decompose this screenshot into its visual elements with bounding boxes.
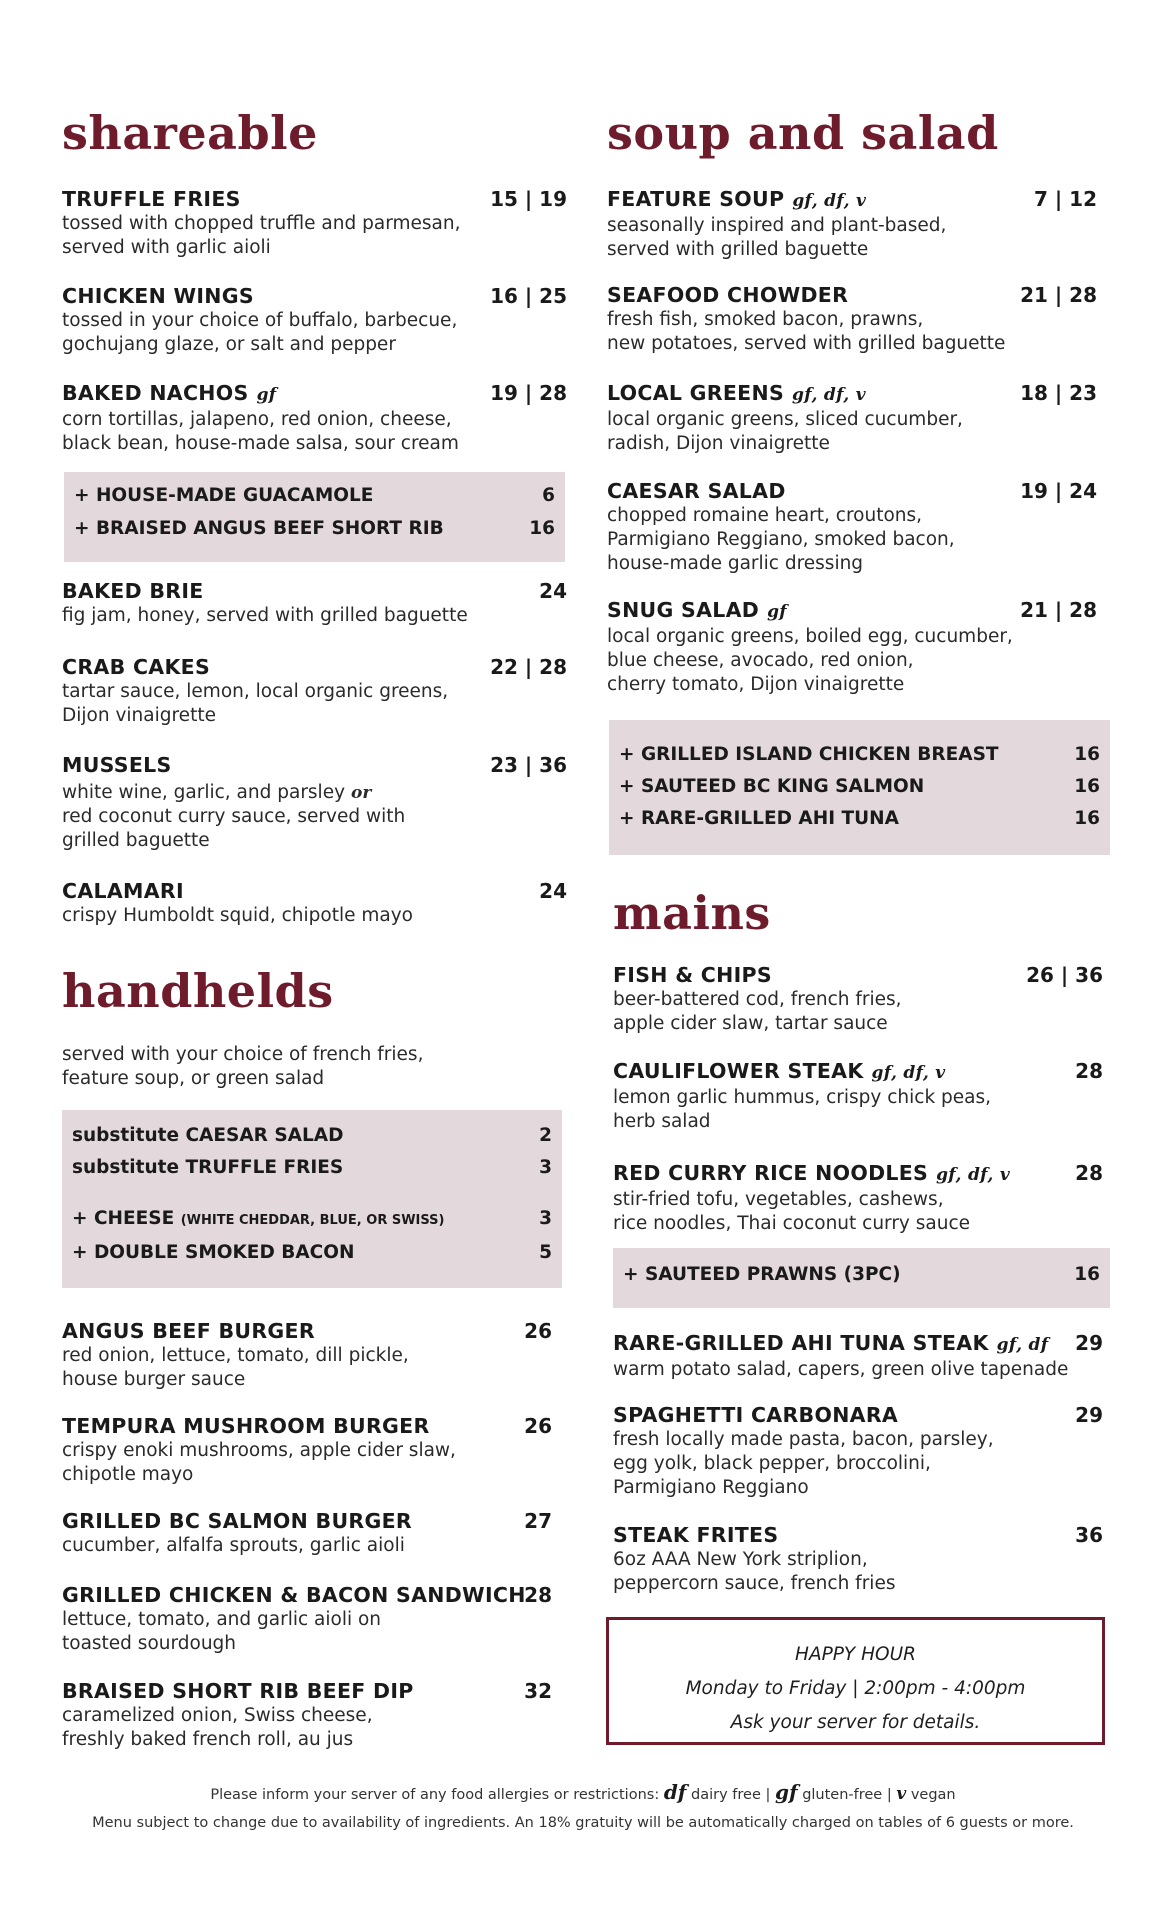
addon-label: + GRILLED ISLAND CHICKEN BREAST [619,744,999,765]
item-name: BAKED BRIE [62,579,204,603]
section-heading-shareable: shareable [62,106,318,160]
item-name: TRUFFLE FRIES [62,187,241,211]
item-desc: freshly baked french roll, au jus [62,1729,354,1750]
item-desc: gochujang glaze, or salt and pepper [62,334,396,355]
addon-label: + SAUTEED PRAWNS (3PC) [623,1264,901,1285]
addon-label: + HOUSE-MADE GUACAMOLE [74,485,374,506]
item-desc: house burger sauce [62,1369,246,1390]
item-desc: 6oz AAA New York striplion, [613,1549,868,1570]
item-price: 16 | 25 [490,284,567,308]
item-name: RED CURRY RICE NOODLES [613,1161,929,1185]
addon-label: + SAUTEED BC KING SALMON [619,776,925,797]
dietary-tags: gf, df, v [792,191,867,211]
item-desc: radish, Dijon vinaigrette [607,433,830,454]
or-connector: or [351,783,372,803]
item-price: 24 [539,579,567,603]
item-name: CALAMARI [62,879,184,903]
item-price: 22 | 28 [490,655,567,679]
item-price: 23 | 36 [490,753,567,777]
addon-label: substitute CAESAR SALAD [72,1125,344,1146]
happy-hour-box [606,1617,1105,1745]
menu-item [62,1318,552,1392]
menu-item [613,1402,1103,1500]
menu-item [62,186,567,260]
item-name: MUSSELS [62,753,172,777]
item-desc: seasonally inspired and plant-based, [607,215,947,236]
separator: | [886,1787,892,1803]
addon-row [74,485,555,506]
addon-label: + RARE-GRILLED AHI TUNA [619,808,899,829]
item-name: ANGUS BEEF BURGER [62,1319,315,1343]
item-desc: blue cheese, avocado, red onion, [607,650,914,671]
menu-item [607,380,1097,456]
item-price: 26 [524,1319,552,1343]
item-desc: crispy enoki mushrooms, apple cider slaw, [62,1440,456,1461]
addon-box [62,1110,562,1288]
menu-item [607,282,1097,356]
item-name: CAULIFLOWER STEAK [613,1059,864,1083]
addon-price: 16 [1074,808,1100,829]
item-desc: peppercorn sauce, french fries [613,1573,896,1594]
item-desc: fresh locally made pasta, bacon, parsley, [613,1429,994,1450]
addon-price: 16 [1074,744,1100,765]
addon-price: 6 [542,485,555,506]
dietary-tags: gf, df [996,1335,1049,1355]
item-desc: red onion, lettuce, tomato, dill pickle, [62,1345,409,1366]
item-desc: herb salad [613,1111,711,1132]
item-name: GRILLED CHICKEN & BACON SANDWICH [62,1583,526,1607]
menu-item [62,1582,552,1656]
menu-item [607,186,1097,262]
dairy-free-label: dairy free [691,1787,761,1803]
menu-item [62,752,567,853]
separator: | [765,1787,771,1803]
menu-item [62,283,567,357]
addon-label: + CHEESE [72,1208,175,1229]
addon-price: 2 [539,1125,552,1146]
item-desc: Parmigiano Reggiano, smoked bacon, [607,529,955,550]
item-price: 15 | 19 [490,187,567,211]
addon-row [72,1242,552,1263]
item-price: 26 [524,1414,552,1438]
addon-row [72,1125,552,1146]
item-price: 21 | 28 [1020,598,1097,622]
item-name: CRAB CAKES [62,655,211,679]
item-desc: caramelized onion, Swiss cheese, [62,1705,373,1726]
item-name: SNUG SALAD [607,598,760,622]
item-price: 32 [524,1679,552,1703]
dietary-tags: gf, df, v [871,1063,946,1083]
item-price: 28 [1075,1161,1103,1185]
item-desc: warm potato salad, capers, green olive tapenade [613,1359,1069,1380]
item-desc: tartar sauce, lemon, local organic greens, [62,681,449,702]
happy-hour-cta: Ask your server for details. [730,1712,981,1733]
happy-hour-title: HAPPY HOUR [795,1644,916,1665]
addon-box [609,720,1110,855]
happy-hour-time: Monday to Friday | 2:00pm - 4:00pm [685,1678,1026,1699]
addon-label: + DOUBLE SMOKED BACON [72,1242,355,1263]
item-desc: crispy Humboldt squid, chipotle mayo [62,905,413,926]
item-desc: served with garlic aioli [62,237,271,258]
addon-label: substitute TRUFFLE FRIES [72,1157,344,1178]
item-name: FISH & CHIPS [613,963,772,987]
item-price: 24 [539,879,567,903]
item-price: 29 [1075,1331,1103,1355]
addon-price: 3 [539,1157,552,1178]
item-price: 26 | 36 [1026,963,1103,987]
item-price: 36 [1075,1523,1103,1547]
menu-item [62,380,567,456]
item-desc: egg yolk, black pepper, broccolini, [613,1453,931,1474]
menu-item [62,878,567,928]
item-desc: red coconut curry sauce, served with [62,806,406,827]
dietary-tags: gf [767,602,787,622]
menu-item [62,1508,552,1558]
item-desc: black bean, house-made salsa, sour cream [62,433,459,454]
addon-row [72,1208,552,1229]
item-desc: tossed with chopped truffle and parmesan, [62,213,461,234]
item-price: 28 [1075,1059,1103,1083]
item-price: 19 | 24 [1020,479,1097,503]
item-price: 29 [1075,1403,1103,1427]
item-desc: beer-battered cod, french fries, [613,989,902,1010]
allergy-notice [0,1780,1166,1804]
addon-row [72,1157,552,1178]
dietary-tags: gf, df, v [936,1165,1011,1185]
item-desc: house-made garlic dressing [607,553,864,574]
addon-price: 5 [539,1242,552,1263]
dietary-tags: gf, df, v [792,385,866,405]
addon-row [619,744,1100,765]
item-name: CHICKEN WINGS [62,284,254,308]
item-desc: chipotle mayo [62,1464,194,1485]
addon-price: 16 [529,518,555,539]
addon-row [619,808,1100,829]
menu-item [613,1522,1103,1596]
dairy-free-symbol: df [663,1780,687,1804]
item-desc: served with grilled baguette [607,239,869,260]
addon-sub: (WHITE CHEDDAR, BLUE, OR SWISS) [180,1213,445,1228]
menu-item [62,1413,552,1487]
allergy-text: Please inform your server of any food allergies or restrictions: [210,1787,660,1803]
item-name: RARE-GRILLED AHI TUNA STEAK [613,1331,989,1355]
menu-item [62,1678,552,1752]
item-desc: lettuce, tomato, and garlic aioli on [62,1609,382,1630]
addon-price: 16 [1074,776,1100,797]
addon-box [613,1248,1110,1308]
item-desc: cucumber, alfalfa sprouts, garlic aioli [62,1535,405,1556]
item-desc: stir-fried tofu, vegetables, cashews, [613,1189,944,1210]
item-price: 19 | 28 [490,381,567,405]
addon-price: 16 [1074,1264,1100,1285]
menu-item [607,478,1097,576]
dietary-tags: gf [256,385,277,405]
gluten-free-label: gluten-free [802,1787,883,1803]
item-name: STEAK FRITES [613,1523,779,1547]
item-desc: Parmigiano Reggiano [613,1477,809,1498]
item-desc: white wine, garlic, and parsley [62,782,346,803]
menu-item [62,578,567,628]
note-line: served with your choice of french fries, [62,1044,424,1065]
item-price: 21 | 28 [1020,283,1097,307]
item-desc: lemon garlic hummus, crispy chick peas, [613,1087,992,1108]
addon-row [74,518,555,539]
item-desc: new potatoes, served with grilled baguette [607,333,1006,354]
item-name: FEATURE SOUP [607,187,785,211]
item-desc: corn tortillas, jalapeno, red onion, cheese, [62,409,452,430]
menu-item [607,597,1097,697]
item-name: TEMPURA MUSHROOM BURGER [62,1414,430,1438]
item-desc: Dijon vinaigrette [62,705,216,726]
item-desc: local organic greens, sliced cucumber, [607,409,963,430]
item-name: LOCAL GREENS [607,381,785,405]
note-line: feature soup, or green salad [62,1068,325,1089]
section-heading-soup-salad: soup and salad [607,106,999,160]
item-name: BAKED NACHOS [62,381,249,405]
item-desc: rice noodles, Thai coconut curry sauce [613,1213,971,1234]
item-price: 27 [524,1509,552,1533]
item-price: 7 | 12 [1034,187,1097,211]
item-name: SPAGHETTI CARBONARA [613,1403,899,1427]
item-desc: cherry tomato, Dijon vinaigrette [607,674,905,695]
menu-item [62,654,567,728]
handhelds-note [62,1043,423,1091]
item-desc: fresh fish, smoked bacon, prawns, [607,309,924,330]
item-desc: fig jam, honey, served with grilled baguette [62,605,468,626]
addon-price: 3 [539,1208,552,1229]
item-desc: local organic greens, boiled egg, cucumber, [607,626,1013,647]
menu-item [613,1058,1103,1134]
item-price: 28 [524,1583,552,1607]
vegan-label: vegan [910,1787,956,1803]
section-heading-mains: mains [613,886,771,940]
item-desc: apple cider slaw, tartar sauce [613,1013,888,1034]
addon-row [619,776,1100,797]
menu-item [613,962,1103,1036]
item-name: GRILLED BC SALMON BURGER [62,1509,413,1533]
gluten-free-symbol: gf [774,1780,798,1804]
item-name: SEAFOOD CHOWDER [607,283,849,307]
menu-item [613,1330,1103,1382]
item-name: CAESAR SALAD [607,479,786,503]
item-desc: chopped romaine heart, croutons, [607,505,923,526]
addon-label: + BRAISED ANGUS BEEF SHORT RIB [74,518,444,539]
item-price: 18 | 23 [1020,381,1097,405]
item-desc: grilled baguette [62,830,210,851]
item-desc: toasted sourdough [62,1633,237,1654]
addon-box [64,472,565,562]
section-heading-handhelds: handhelds [62,964,334,1018]
item-desc: tossed in your choice of buffalo, barbecue, [62,310,458,331]
addon-row [623,1264,1100,1285]
disclaimer: Menu subject to change due to availability of ingredients. An 18% gratuity will be automatically charged on tables of 6 guests or more. [92,1815,1074,1831]
menu-item [613,1160,1103,1236]
vegan-symbol: v [896,1784,907,1804]
item-name: BRAISED SHORT RIB BEEF DIP [62,1679,414,1703]
